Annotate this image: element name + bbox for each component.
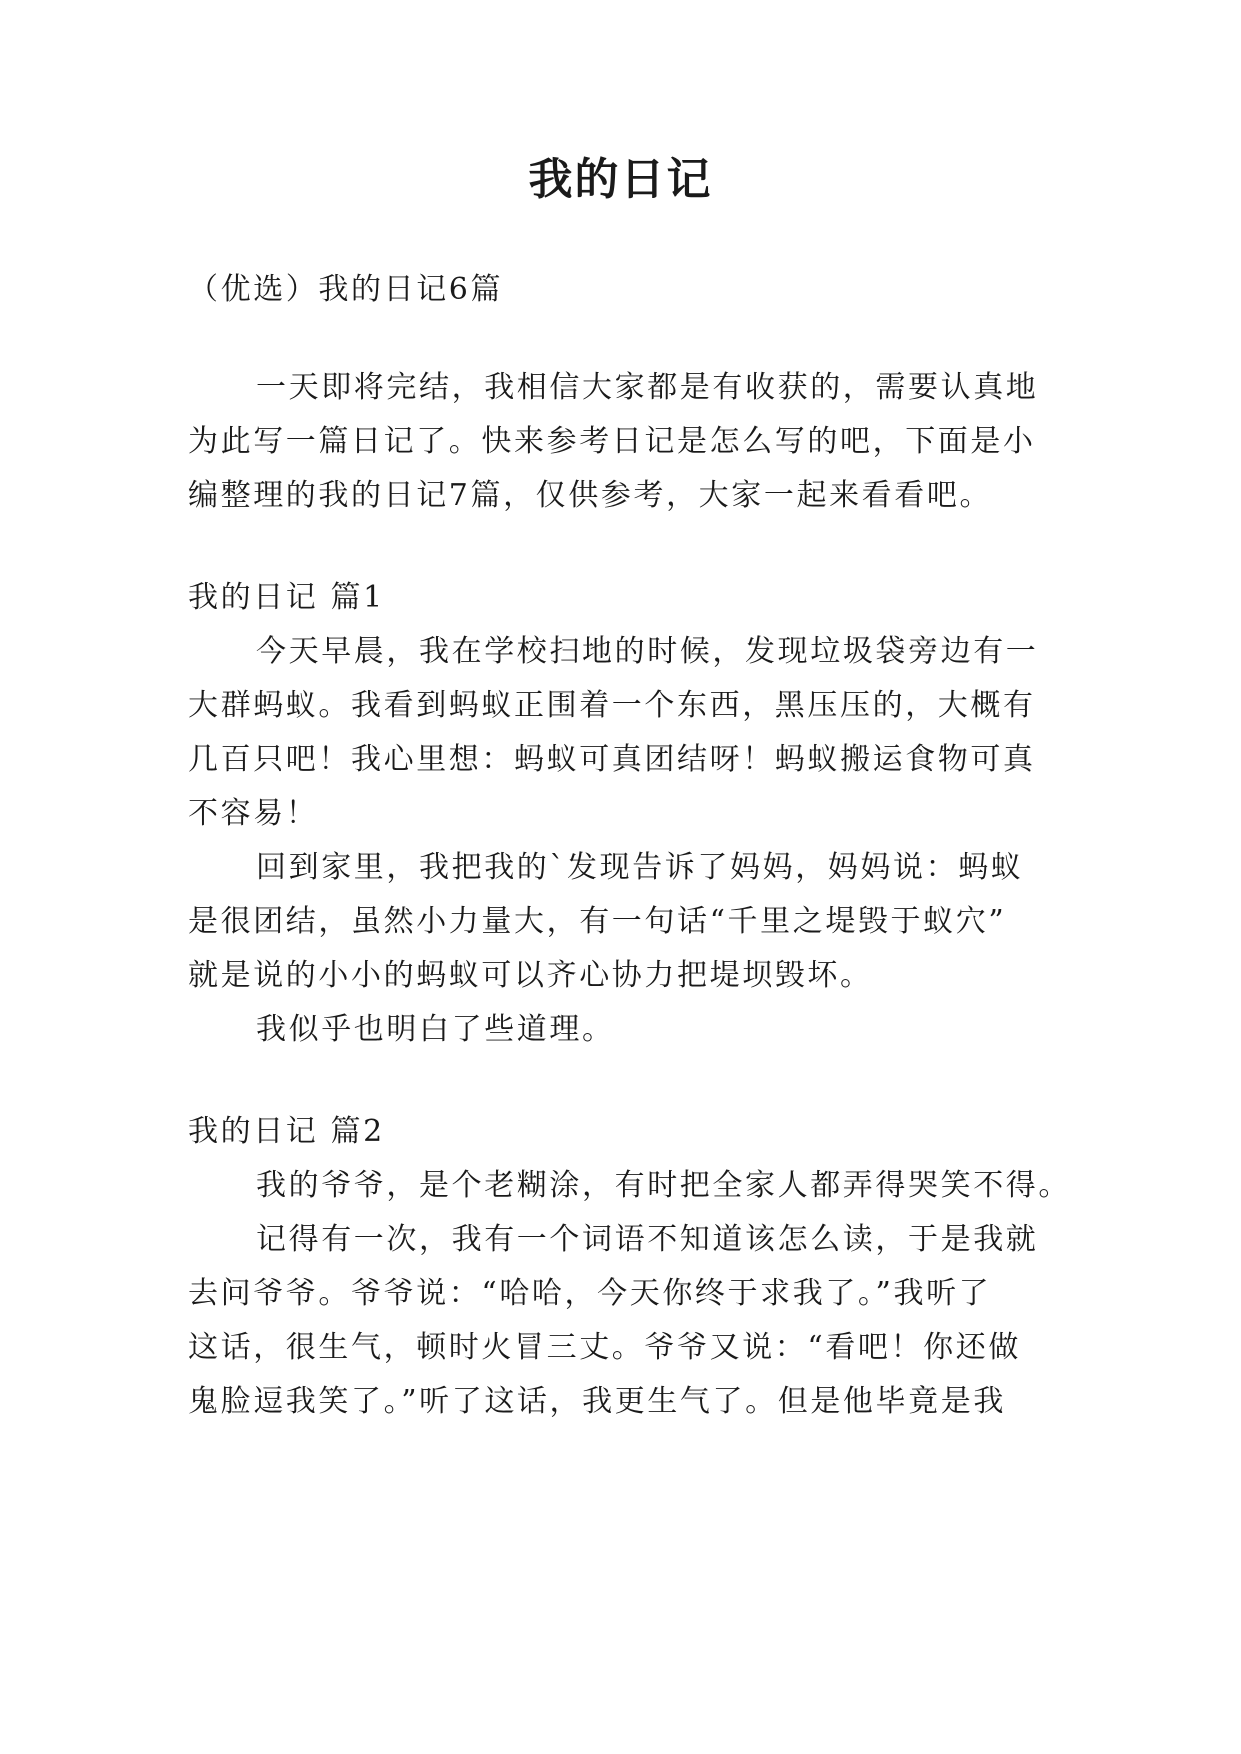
- document-subtitle: （优选）我的日记6篇: [188, 272, 504, 307]
- entry-line: 几百只吧！我心里想：蚂蚁可真团结呀！蚂蚁搬运食物可真: [188, 742, 1036, 777]
- entry-line: 鬼脸逗我笑了。”听了这话，我更生气了。但是他毕竟是我: [188, 1384, 1006, 1419]
- entry-line: 不容易！: [188, 796, 319, 831]
- entry-line: 大群蚂蚁。我看到蚂蚁正围着一个东西，黑压压的，大概有: [188, 688, 1036, 723]
- intro-line: 一天即将完结，我相信大家都是有收获的，需要认真地: [256, 370, 1039, 405]
- entry-line: 是很团结，虽然小力量大，有一句话“千里之堤毁于蚁穴”: [188, 904, 1007, 939]
- entry-line: 我似乎也明白了些道理。: [256, 1012, 615, 1047]
- entry-line: 记得有一次，我有一个词语不知道该怎么读，于是我就: [256, 1222, 1039, 1257]
- intro-line: 为此写一篇日记了。快来参考日记是怎么写的吧，下面是小: [188, 424, 1036, 459]
- entry-heading: 我的日记 篇2: [188, 1114, 385, 1149]
- document-title: 我的日记: [528, 154, 713, 205]
- intro-line: 编整理的我的日记7篇，仅供参考，大家一起来看看吧。: [188, 478, 993, 513]
- entry-line: 这话，很生气，顿时火冒三丈。爷爷又说：“看吧！你还做: [188, 1330, 1021, 1365]
- entry-line: 去问爷爷。爷爷说：“哈哈，今天你终于求我了。”我听了: [188, 1276, 992, 1311]
- entry-line: 回到家里，我把我的`发现告诉了妈妈，妈妈说：蚂蚁: [256, 850, 1024, 885]
- entry-line: 我的爷爷，是个老糊涂，有时把全家人都弄得哭笑不得。: [256, 1168, 1071, 1203]
- entry-line: 今天早晨，我在学校扫地的时候，发现垃圾袋旁边有一: [256, 634, 1039, 669]
- entry-heading: 我的日记 篇1: [188, 580, 385, 615]
- entry-line: 就是说的小小的蚂蚁可以齐心协力把堤坝毁坏。: [188, 958, 873, 993]
